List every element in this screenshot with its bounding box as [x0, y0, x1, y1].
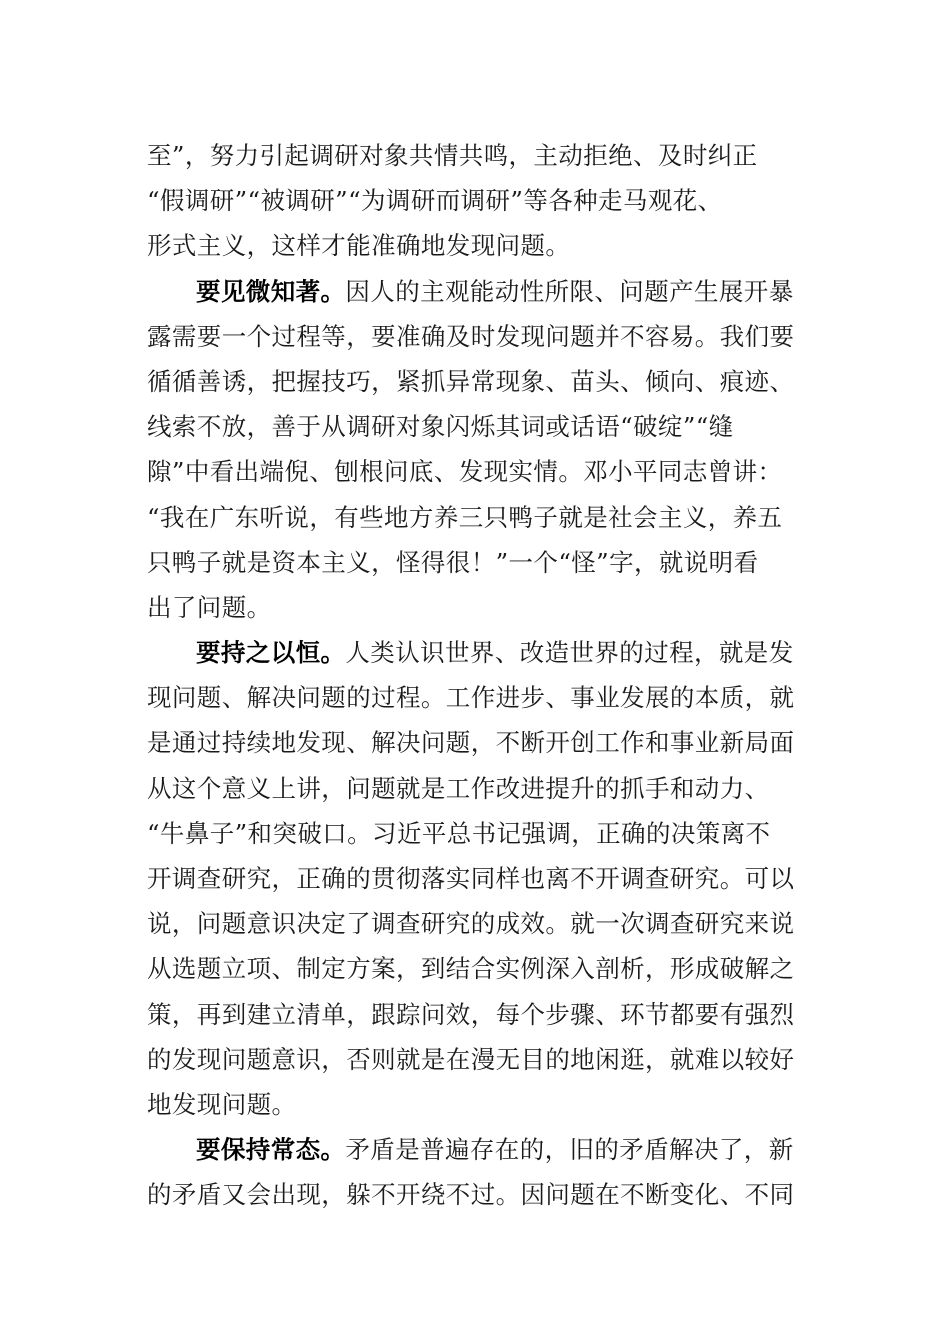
text-line: 策，再到建立清单，跟踪问效，每个步骤、环节都要有强烈	[147, 999, 795, 1029]
paragraph-first-line	[147, 1127, 807, 1172]
text-run: 因人的主观能动性所限、问题产生展开暴	[345, 276, 794, 306]
paragraph-first-line	[147, 630, 807, 675]
text-line: 开调查研究，正确的贯彻落实同样也离不开调查研究。可以	[147, 864, 795, 893]
text-line: 出了问题。	[147, 592, 272, 622]
text-line: 至”，努力引起调研对象共情共鸣，主动拒绝、及时纠正	[147, 141, 758, 170]
paragraph-first-line	[147, 269, 807, 314]
text-line: “我在广东听说，有些地方养三只鸭子就是社会主义，养五	[147, 502, 783, 532]
paragraph-3	[147, 630, 807, 1127]
paragraph-1	[147, 133, 807, 269]
text-line: 是通过持续地发现、解决问题，不断开创工作和事业新局面	[147, 728, 795, 758]
text-line: 线索不放，善于从调研对象闪烁其词或话语“破绽”“缝	[147, 412, 734, 442]
text-line: 从这个意义上讲，问题就是工作改进提升的抓手和动力、	[147, 773, 770, 803]
text-line: 的矛盾又会出现，躲不开绕不过。因问题在不断变化、不同	[147, 1180, 795, 1210]
text-line: 隙”中看出端倪、刨根问底、发现实情。邓小平同志曾讲：	[147, 457, 783, 487]
section-heading: 要保持常态。	[196, 1135, 346, 1165]
body-text	[147, 133, 807, 1218]
text-line: 只鸭子就是资本主义，怪得很！”一个“怪”字，就说明看	[147, 547, 759, 577]
text-run: 人类认识世界、改造世界的过程，就是发	[345, 638, 794, 668]
text-run: 矛盾是普遍存在的，旧的矛盾解决了，新	[345, 1135, 794, 1165]
text-line: 现问题、解决问题的过程。工作进步、事业发展的本质，就	[147, 683, 795, 713]
text-line: “牛鼻子”和突破口。习近平总书记强调，正确的决策离不	[147, 818, 771, 848]
paragraph-2	[147, 269, 807, 631]
text-line: 形式主义，这样才能准确地发现问题。	[147, 231, 571, 261]
text-line: 的发现问题意识，否则就是在漫无目的地闲逛，就难以较好	[147, 1044, 795, 1074]
section-heading: 要见微知著。	[196, 276, 346, 306]
text-line: 露需要一个过程等，要准确及时发现问题并不容易。我们要	[147, 321, 795, 351]
paragraph-4	[147, 1127, 807, 1217]
text-line: “假调研”“被调研”“为调研而调研”等各种走马观花、	[147, 186, 723, 216]
text-line: 从选题立项、制定方案，到结合实例深入剖析，形成破解之	[147, 954, 795, 984]
section-heading: 要持之以恒。	[196, 638, 346, 668]
text-line: 地发现问题。	[147, 1089, 297, 1119]
text-line: 循循善诱，把握技巧，紧抓异常现象、苗头、倾向、痕迹、	[147, 366, 795, 396]
text-line: 说，问题意识决定了调查研究的成效。就一次调查研究来说	[147, 909, 795, 939]
